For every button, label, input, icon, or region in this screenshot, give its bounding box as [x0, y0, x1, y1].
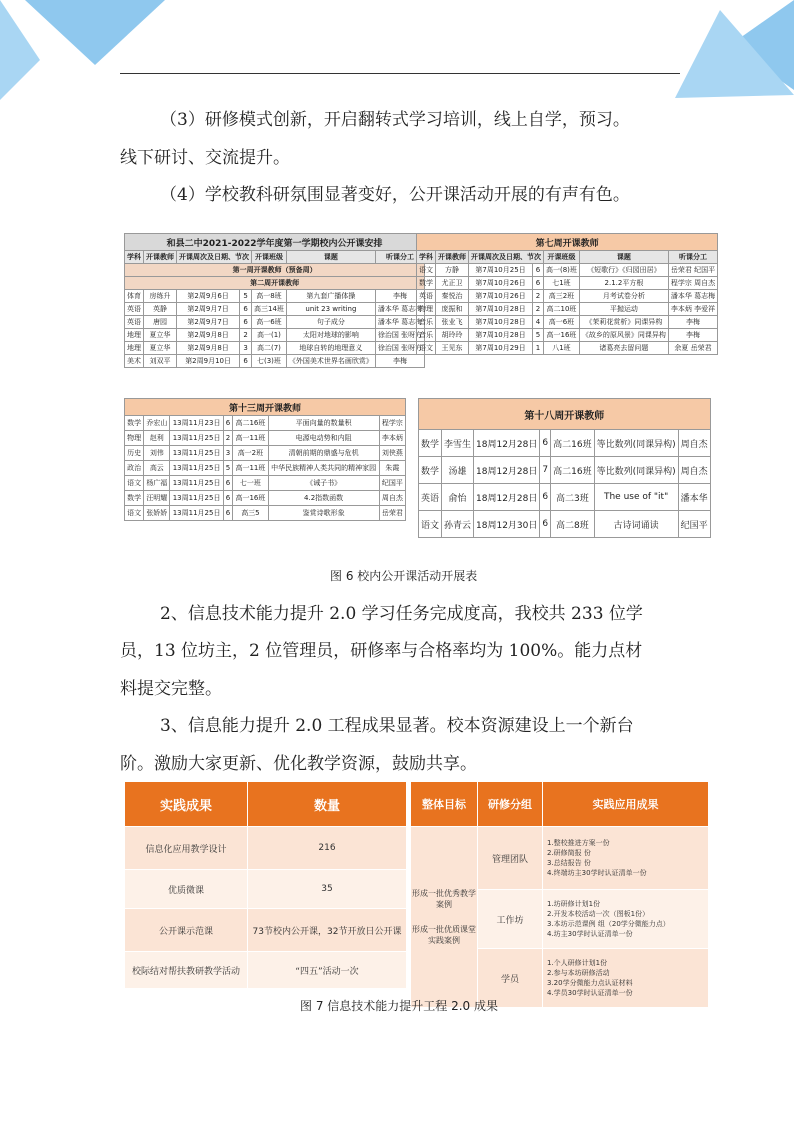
- corner-decoration-left: [0, 0, 170, 110]
- paragraph-4: 3、信息能力提升 2.0 工程成果显著。校本资源建设上一个新台: [160, 716, 634, 736]
- table-row: 物理 赵利 13周11月25日 2 高一11班 电源电动势和内阻 李本炳: [125, 431, 406, 446]
- table-row: 语文 孙青云 18周12月30日 6 高二8班 古诗词诵读 纪国平: [419, 511, 711, 538]
- table-row: 政治 高云 13周11月25日 5 高一11班 中华民族精神人类共同的精神家园 朱霞: [125, 461, 406, 476]
- table-row: 英语 唐园 第2周9月7日 6 高一6班 句子成分 潘本华 葛志梅: [125, 316, 425, 329]
- table-row: 公开课示范课 73节校内公开课，32节开放日公开课: [125, 909, 407, 952]
- table-row: 美术 刘双平 第2周9月10日 6 七(3)班 《外国美术世界名画欣赏》 李梅: [125, 355, 425, 368]
- table-schedule-week18: 第十八周开课教师 数学 李雪生 18周12月28日 6 高二16班 等比数列(同课异构) 周自杰 数学 汤雄 18周12月28日 7 高二16班 等比数列(同课异构) 周自杰 英语 俞怡 18周12月28日 6 高二3班 The use of "it" 潘本华 语文 孙青云 18周12月30日 6 高二8班 古诗词诵读 纪国平: [418, 398, 711, 538]
- table-row: 形成一批优秀教学案例 形成一批优质课堂实践案例 管理团队 1.整校推进方案一份 2.研修简报 份 3.总结报告 份 4.终端坊主30学时认证清单一份: [411, 827, 709, 890]
- figure-7-caption: 图 7 信息技术能力提升工程 2.0 成果: [300, 999, 498, 1013]
- table-row: 数学 李雪生 18周12月28日 6 高二16班 等比数列(同课异构) 周自杰: [419, 430, 711, 457]
- table-title: 和县二中2021-2022学年度第一学期校内公开课安排: [125, 234, 425, 251]
- table-row: 语文 杨广福 13周11月25日 6 七一班 《诫子书》 纪国平: [125, 476, 406, 491]
- paragraph-2: （4）学校教科研氛围显著变好，公开课活动开展的有声有色。: [160, 185, 630, 205]
- table-row: 地理 夏立华 第2周9月8日 2 高一(1) 太阳对地球的影响 徐治国 张呀方: [125, 329, 425, 342]
- table-row: 历史 刘伟 13周11月25日 3 高一2班 清朝前期的鼎盛与危机 刘侠燕: [125, 446, 406, 461]
- paragraph-1: （3）研修模式创新，开启翻转式学习培训，线上自学，预习。: [160, 110, 630, 130]
- table-row: 英语 俞怡 18周12月28日 6 高二3班 The use of "it" 潘本华: [419, 484, 711, 511]
- table-row: 物理 庞振和 第7周10月28日 2 高二10班 平抛运动 李本炳 李爱祥: [417, 303, 718, 316]
- table-row: 工作坊 1.坊研修计划1份 2.开发本校活动一次（图板1份） 3.本坊示范课例 组（20学分微能力点） 4.坊主30学时认证清单一份: [411, 890, 709, 949]
- table-row: 学员 1.个人研修计划1份 2.参与本坊研修活动 3.20学分微能力点认证材料 4.学员30学时认证清单一份: [411, 949, 709, 1008]
- table-row: 体育 房练升 第2周9月6日 5 高一8班 第九套广播体操 李梅: [125, 290, 425, 303]
- table-row: 语文 王见东 第7周10月29日 1 八1班 诸葛亮去留问题 余夏 岳荣君: [417, 342, 718, 355]
- goals-table: 整体目标 研修分组 实践应用成果 形成一批优秀教学案例 形成一批优质课堂实践案例 管理团队 1.整校推进方案一份 2.研修简报 份 3.总结报告 份 4.终端坊主30学时认证清单一份 工作坊 1.坊研修计划1份 2.开发本校活动一次（图板1份） 3.本坊示范课例 组（20学分微能力点） 4.坊主30学时认证清单一份 学员 1.个人研修计划1份 2.参与本坊研修活动 3.20学分微能力点认证材料 4.学员30学时认证清单一份: [410, 781, 709, 1008]
- table-row: 语文 张娇娇 13周11月25日 6 高三5 鉴赏诗歌形象 岳荣君: [125, 506, 406, 521]
- corner-decoration-right: [620, 0, 794, 100]
- table-row: 音乐 胡玲玲 第7周10月28日 5 高一16班 《故乡的原风景》同课异构 李梅: [417, 329, 718, 342]
- table-schedule-week7: 第七周开课教师 学科 开课教师 开课周次及日期、节次 开课班级 课题 听课分工 语文 方静 第7周10月25日 6 高一(8)班 《短歌行》《归园田居》 岳荣君 纪国平 数学 尤正卫 第7周10月26日 6 七1班 2.1.2平方根 程学宗 周自杰 英语 秦悦治 第7周10月26日 2 高三2班 月考试卷分析 潘本华 葛志梅 物理 庞振和 第7周10月28日 2 高二10班 平抛运动 李本炳 李爱祥 音乐 张业飞 第7周10月28日 4 高一6班 《茉莉花赏析》同课异构 李梅 音乐 胡玲玲 第7周10月28日 5 高一16班 《故乡的原风景》同课异构 李梅 语文 王见东 第7周10月29日 1 八1班 诸葛亮去留问题 余夏 岳荣君: [416, 233, 718, 355]
- table-row: 信息化应用教学设计 216: [125, 827, 407, 870]
- paragraph-4-cont: 阶。激励大家更新、优化教学资源，鼓励共享。: [120, 754, 477, 774]
- paragraph-3-cont: 员，13 位坊主，2 位管理员，研修率与合格率均为 100%。能力点材: [120, 641, 643, 661]
- table-row: 语文 方静 第7周10月25日 6 高一(8)班 《短歌行》《归园田居》 岳荣君 纪国平: [417, 264, 718, 277]
- table-row: 校际结对帮扶教研教学活动 “四五”活动一次: [125, 952, 407, 989]
- table-row: 数学 汤雄 18周12月28日 7 高二16班 等比数列(同课异构) 周自杰: [419, 457, 711, 484]
- paragraph-1-cont: 线下研讨、交流提升。: [120, 148, 290, 168]
- table-row: 数学 乔宏山 13周11月23日 6 高二16班 平面向量的数量积 程学宗: [125, 416, 406, 431]
- table-schedule-week2: 和县二中2021-2022学年度第一学期校内公开课安排 学科 开课教师 开课周次及日期、节次 开课班级 课题 听课分工 第一周开课教师（预备周） 第二周开课教师 体育 房练升 第2周9月6日 5 高一8班 第九套广播体操 李梅 英语 英静 第2周9月7日 6 高三14班 unit 23 writing 潘本华 葛志梅 英语 唐园 第2周9月7日 6 高一6班 句子成分 潘本华 葛志梅 地理 夏立华 第2周9月8日 2 高一(1) 太阳对地球的影响 徐治国 张呀方 地理 夏立华 第2周9月8日 3 高二(7) 地球自转的地理意义 徐治国 张呀方 美术 刘双平 第2周9月10日 6 七(3)班 《外国美术世界名画欣赏》 李梅: [124, 233, 425, 368]
- table-row: 数学 尤正卫 第7周10月26日 6 七1班 2.1.2平方根 程学宗 周自杰: [417, 277, 718, 290]
- figure-6-caption: 图 6 校内公开课活动开展表: [330, 569, 478, 583]
- paragraph-3: 2、信息技术能力提升 2.0 学习任务完成度高，我校共 233 位学: [160, 604, 643, 624]
- table-row: 优质微课 35: [125, 870, 407, 909]
- header-rule: [120, 73, 680, 74]
- table-row: 英语 英静 第2周9月7日 6 高三14班 unit 23 writing 潘本华 葛志梅: [125, 303, 425, 316]
- paragraph-3-end: 料提交完整。: [120, 679, 222, 699]
- table-row: 数学 汪明耀 13周11月25日 6 高一16班 4.2指数函数 周自杰: [125, 491, 406, 506]
- table-row: 音乐 张业飞 第7周10月28日 4 高一6班 《茉莉花赏析》同课异构 李梅: [417, 316, 718, 329]
- achievements-table: 实践成果 数量 信息化应用教学设计 216 优质微课 35 公开课示范课 73节校内公开课，32节开放日公开课 校际结对帮扶教研教学活动 “四五”活动一次: [124, 781, 407, 989]
- table-schedule-week13: 第十三周开课教师 数学 乔宏山 13周11月23日 6 高二16班 平面向量的数量积 程学宗 物理 赵利 13周11月25日 2 高一11班 电源电动势和内阻 李本炳 历史 刘伟 13周11月25日 3 高一2班 清朝前期的鼎盛与危机 刘侠燕 政治 高云 13周11月25日 5 高一11班 中华民族精神人类共同的精神家园 朱霞 语文 杨广福 13周11月25日 6 七一班 《诫子书》 纪国平 数学 汪明耀 13周11月25日 6 高一16班 4.2指数函数 周自杰 语文 张娇娇 13周11月25日 6 高三5 鉴赏诗歌形象 岳荣君: [124, 398, 406, 521]
- table-row: 地理 夏立华 第2周9月8日 3 高二(7) 地球自转的地理意义 徐治国 张呀方: [125, 342, 425, 355]
- table-row: 英语 秦悦治 第7周10月26日 2 高三2班 月考试卷分析 潘本华 葛志梅: [417, 290, 718, 303]
